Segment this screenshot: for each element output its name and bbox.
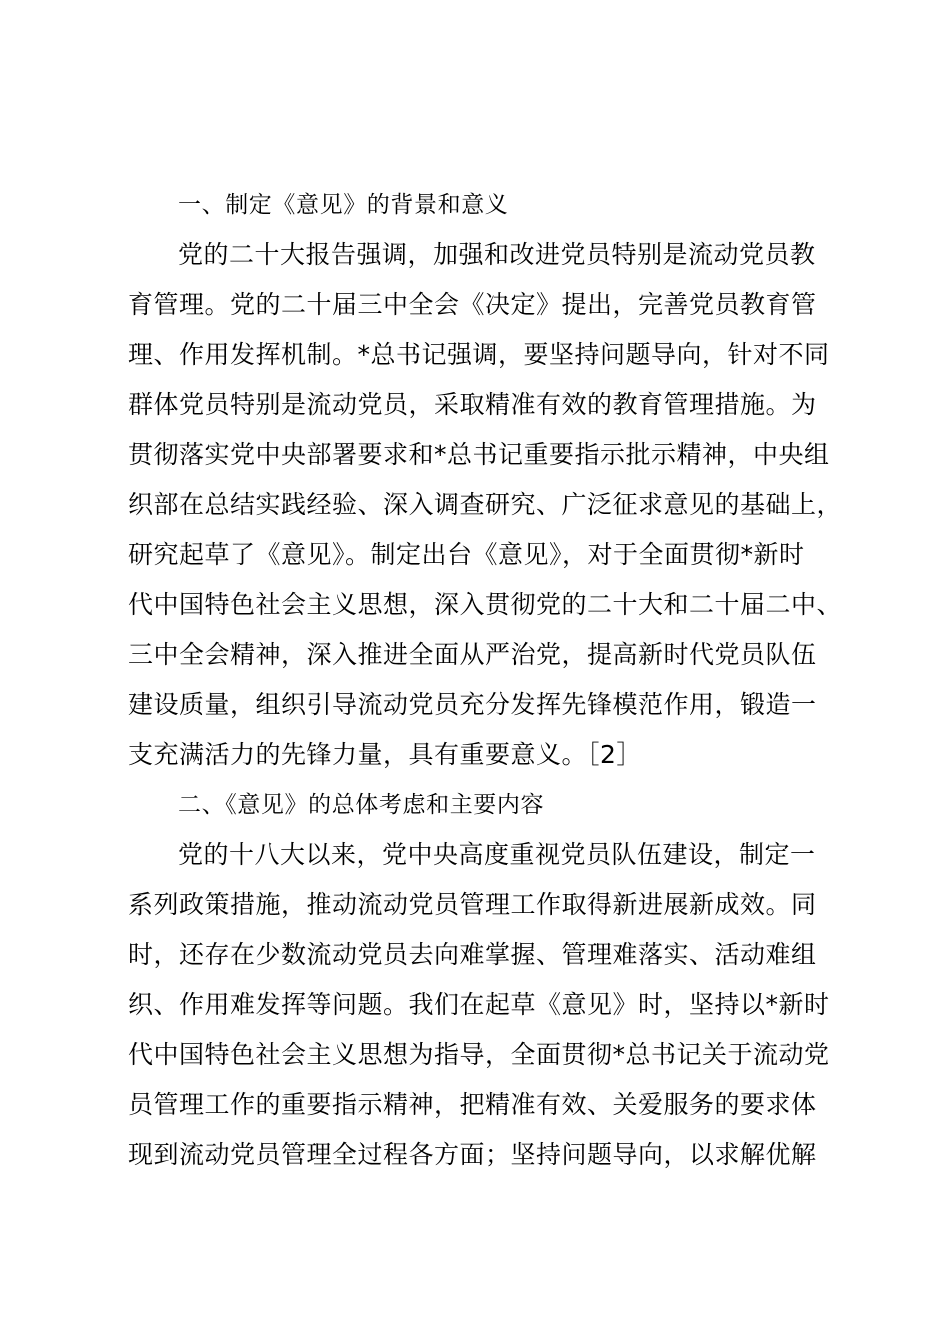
- paragraph-line: 理、作用发挥机制。*总书记强调，要坚持问题导向，针对不同: [128, 340, 830, 369]
- paragraph-line: 时，还存在少数流动党员去向难掌握、管理难落实、活动难组: [128, 940, 817, 969]
- paragraph-line: 支充满活力的先锋力量，具有重要意义。［2］: [128, 740, 642, 769]
- paragraph-line: 系列政策措施，推动流动党员管理工作取得新进展新成效。同: [128, 890, 817, 919]
- paragraph-line: 党的二十大报告强调，加强和改进党员特别是流动党员教: [178, 240, 816, 269]
- paragraph-line: 员管理工作的重要指示精神，把精准有效、关爱服务的要求体: [128, 1090, 817, 1119]
- paragraph-line: 建设质量，组织引导流动党员充分发挥先锋模范作用，锻造一: [128, 690, 817, 719]
- section-heading-1: 一、制定《意见》的背景和意义: [178, 192, 509, 218]
- paragraph-line: 三中全会精神，深入推进全面从严治党，提高新时代党员队伍: [128, 640, 817, 669]
- paragraph-line: 育管理。党的二十届三中全会《决定》提出，完善党员教育管: [128, 290, 817, 319]
- paragraph-line: 群体党员特别是流动党员，采取精准有效的教育管理措施。为: [128, 390, 817, 419]
- paragraph-line: 代中国特色社会主义思想为指导，全面贯彻*总书记关于流动党: [128, 1040, 830, 1069]
- paragraph-line: 贯彻落实党中央部署要求和*总书记重要指示批示精神，中央组: [128, 440, 830, 469]
- paragraph-line: 党的十八大以来，党中央高度重视党员队伍建设，制定一: [178, 840, 816, 869]
- section-heading-2: 二、《意见》的总体考虑和主要内容: [178, 792, 545, 818]
- paragraph-line: 代中国特色社会主义思想，深入贯彻党的二十大和二十届二中、: [128, 590, 843, 619]
- paragraph-line: 现到流动党员管理全过程各方面；坚持问题导向，以求解优解: [128, 1140, 817, 1169]
- paragraph-line: 织、作用难发挥等问题。我们在起草《意见》时，坚持以*新时: [128, 990, 830, 1019]
- paragraph-line: 织部在总结实践经验、深入调查研究、广泛征求意见的基础上，: [128, 490, 843, 519]
- paragraph-line: 研究起草了《意见》。制定出台《意见》，对于全面贯彻*新时: [128, 540, 805, 569]
